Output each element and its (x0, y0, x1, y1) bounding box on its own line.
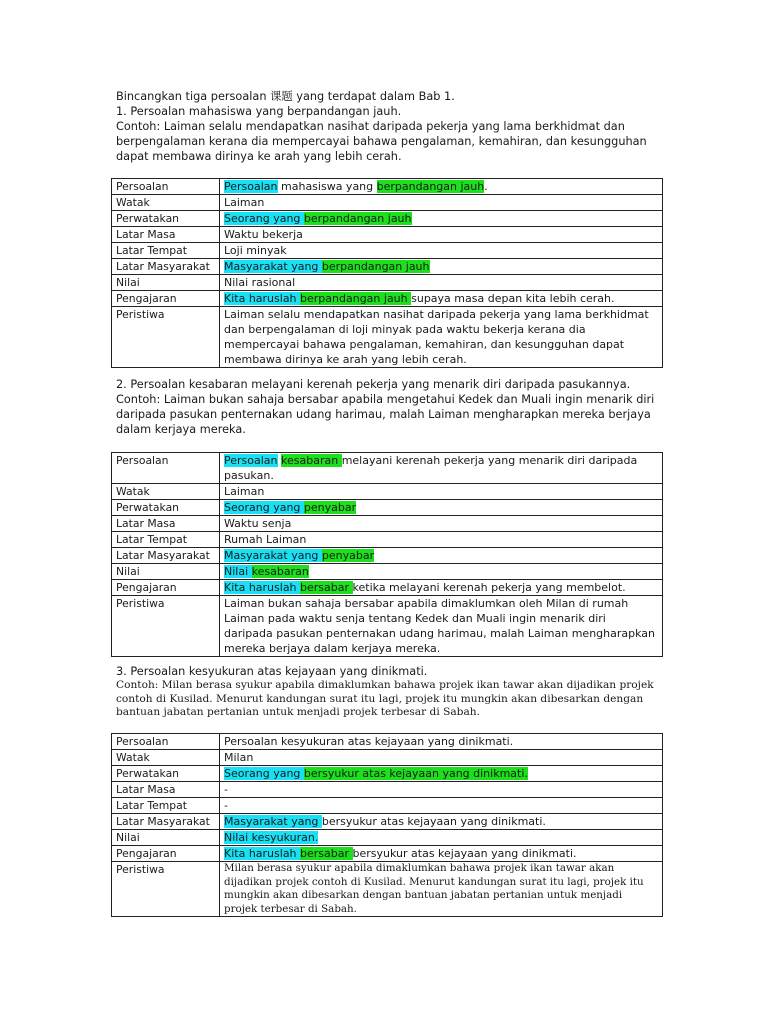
row-label: Latar Masa (112, 516, 220, 532)
cyan-highlight: Kita haruslah (224, 581, 301, 594)
row-label: Peristiwa (112, 596, 220, 657)
table-row (112, 750, 663, 766)
section-contoh: Contoh: Milan berasa syukur apabila dimaklumkan bahawa projek ikan tawar akan dijadikan projek contoh di Kusilad. Menurut kandungan surat itu lagi, projek itu mungkin akan dibesarkan dengan bantuan jabatan pertanian untuk menjadi projek terbesar di Sabah. (116, 679, 654, 718)
table-row (112, 227, 663, 243)
row-label: Latar Masyarakat (112, 548, 220, 564)
section-heading: 2. Persoalan kesabaran melayani kerenah pekerja yang menarik diri daripada pasukannya. (116, 378, 631, 391)
row-label: Latar Tempat (112, 532, 220, 548)
row-value: Laiman (220, 195, 663, 211)
table-row (112, 580, 663, 596)
row-label: Watak (112, 750, 220, 766)
table-row (112, 814, 663, 830)
row-value (220, 500, 663, 516)
table-row (112, 484, 663, 500)
row-value (220, 564, 663, 580)
row-value: Milan berasa syukur apabila dimaklumkan bahawa projek ikan tawar akan dijadikan projek contoh di Kusilad. Menurut kandungan surat itu lagi, projek itu mungkin akan dibesarkan dengan bantuan jabatan pertanian untuk menjadi projek terbesar di Sabah. (220, 862, 663, 917)
intro-text: Bincangkan tiga persoalan 课题 yang terdapat dalam Bab 1. (116, 90, 455, 103)
cyan-highlight: Seorang yang (224, 501, 304, 514)
table-row (112, 259, 663, 275)
row-label: Perwatakan (112, 211, 220, 227)
row-label: Latar Tempat (112, 243, 220, 259)
row-label: Latar Masyarakat (112, 814, 220, 830)
row-value: Kita haruslah bersabar bersyukur atas kejayaan yang dinikmati. (220, 846, 663, 862)
table-row (112, 195, 663, 211)
table-row (112, 532, 663, 548)
row-value: Kita haruslah berpandangan jauh supaya masa depan kita lebih cerah. (220, 291, 663, 307)
row-label: Peristiwa (112, 862, 220, 917)
section-intro (116, 89, 676, 104)
cyan-highlight: Nilai (224, 565, 252, 578)
row-value: Persoalan mahasiswa yang berpandangan jauh. (220, 179, 663, 195)
green-highlight: kesabaran (281, 454, 342, 467)
row-label: Nilai (112, 830, 220, 846)
row-value: - (220, 782, 663, 798)
table-row (112, 307, 663, 368)
row-label: Latar Masyarakat (112, 259, 220, 275)
row-value: Loji minyak (220, 243, 663, 259)
row-label: Persoalan (112, 453, 220, 484)
cyan-highlight: Seorang yang (224, 767, 304, 780)
green-highlight: penyabar (303, 501, 357, 514)
row-value (220, 830, 663, 846)
green-highlight: berpandangan jauh (300, 292, 412, 305)
row-value (220, 766, 663, 782)
cyan-highlight: Nilai kesyukuran. (224, 831, 319, 844)
row-value (220, 211, 663, 227)
row-label: Perwatakan (112, 500, 220, 516)
section-1-table (111, 178, 663, 368)
section-contoh: Contoh: Laiman selalu mendapatkan nasihat daripada pekerja yang lama berkhidmat dan berpengalaman kerana dia mempercayai bahawa pengalaman, kemahiran, dan kesungguhan dapat membawa dirinya ke arah yang lebih cerah. (116, 120, 647, 163)
table-row (112, 766, 663, 782)
table-row (112, 179, 663, 195)
table-row (112, 862, 663, 917)
green-highlight: penyabar (321, 549, 375, 562)
section-3-table (111, 733, 663, 917)
section-heading: 3. Persoalan kesyukuran atas kejayaan yang dinikmati. (116, 665, 428, 678)
row-label: Pengajaran (112, 846, 220, 862)
row-label: Nilai (112, 564, 220, 580)
row-value (220, 259, 663, 275)
row-label: Watak (112, 195, 220, 211)
row-label: Pengajaran (112, 580, 220, 596)
cyan-highlight: Persoalan (224, 454, 278, 467)
table-row (112, 275, 663, 291)
row-label: Persoalan (112, 734, 220, 750)
row-value: Laiman selalu mendapatkan nasihat daripada pekerja yang lama berkhidmat dan berpengalaman di loji minyak pada waktu bekerja kerana dia mempercayai bahawa pengalaman, kemahiran, dan kesungguhan dapat membawa dirinya ke arah yang lebih cerah. (220, 307, 663, 368)
cyan-highlight: Persoalan (224, 180, 278, 193)
green-highlight: bersabar (300, 581, 353, 594)
row-value: Rumah Laiman (220, 532, 663, 548)
row-value: Nilai rasional (220, 275, 663, 291)
row-value: Laiman bukan sahaja bersabar apabila dimaklumkan oleh Milan di rumah Laiman pada waktu senja tentang Kedek dan Muali ingin menarik diri daripada pasukan penternakan udang harimau, malah Laiman mengharapkan mereka berjaya dalam kerjaya mereka. (220, 596, 663, 657)
row-label: Persoalan (112, 179, 220, 195)
cyan-highlight: Kita haruslah (224, 847, 301, 860)
green-highlight: berpandangan jauh (303, 212, 412, 225)
table-row (112, 734, 663, 750)
row-label: Peristiwa (112, 307, 220, 368)
section-heading: 1. Persoalan mahasiswa yang berpandangan jauh. (116, 105, 402, 118)
table-row (112, 453, 663, 484)
row-value: Persoalan kesabaran melayani kerenah pekerja yang menarik diri daripada pasukan. (220, 453, 663, 484)
row-label: Nilai (112, 275, 220, 291)
row-label: Latar Masa (112, 782, 220, 798)
table-row (112, 596, 663, 657)
section-2-text (116, 377, 676, 437)
table-row (112, 830, 663, 846)
section-contoh: Contoh: Laiman bukan sahaja bersabar apabila mengetahui Kedek dan Muali ingin menarik diri daripada pasukan penternakan udang harimau, malah Laiman mengharapkan mereka berjaya dalam kerjaya mereka. (116, 393, 655, 436)
cyan-highlight: Kita haruslah (224, 292, 301, 305)
row-value (220, 548, 663, 564)
green-highlight: berpandangan jauh (321, 260, 430, 273)
section-1-text (116, 104, 676, 164)
green-highlight: kesabaran (251, 565, 309, 578)
table-row (112, 548, 663, 564)
cyan-highlight: Masyarakat yang (224, 260, 322, 273)
table-row (112, 516, 663, 532)
cyan-highlight: Masyarakat yang (224, 815, 322, 828)
row-label: Latar Tempat (112, 798, 220, 814)
table-row (112, 782, 663, 798)
table-row (112, 846, 663, 862)
green-highlight: bersabar (300, 847, 353, 860)
green-highlight: berpandangan jauh (376, 180, 485, 193)
row-label: Perwatakan (112, 766, 220, 782)
section-3-text (116, 664, 676, 720)
table-row (112, 798, 663, 814)
table-row (112, 564, 663, 580)
row-value: Masyarakat yang bersyukur atas kejayaan yang dinikmati. (220, 814, 663, 830)
row-value: Milan (220, 750, 663, 766)
table-row (112, 291, 663, 307)
row-value: - (220, 798, 663, 814)
row-value: Waktu senja (220, 516, 663, 532)
row-label: Latar Masa (112, 227, 220, 243)
row-value: Waktu bekerja (220, 227, 663, 243)
row-value: Laiman (220, 484, 663, 500)
row-value: Kita haruslah bersabar ketika melayani kerenah pekerja yang membelot. (220, 580, 663, 596)
green-highlight: bersyukur atas kejayaan yang dinikmati. (303, 767, 528, 780)
table-row (112, 500, 663, 516)
cyan-highlight: Masyarakat yang (224, 549, 322, 562)
table-row (112, 211, 663, 227)
row-label: Pengajaran (112, 291, 220, 307)
row-value: Persoalan kesyukuran atas kejayaan yang dinikmati. (220, 734, 663, 750)
row-label: Watak (112, 484, 220, 500)
table-row (112, 243, 663, 259)
section-2-table (111, 452, 663, 657)
cyan-highlight: Seorang yang (224, 212, 304, 225)
